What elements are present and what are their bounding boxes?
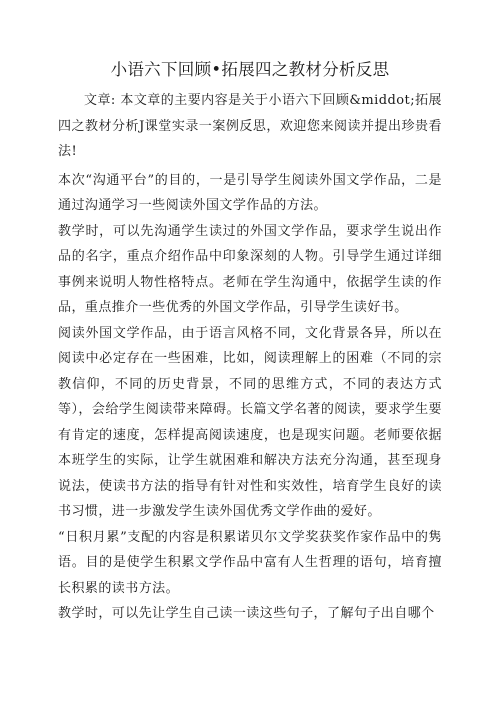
document-title: 小语六下回顾•拓展四之教材分析反思 xyxy=(110,60,390,79)
body-paragraph-3: 阅读外国文学作品，由于语言风格不同，文化背景各异，所以在阅读中必定存在一些困难，比如，阅读理解上的困难（不同的宗教信仰，不同的历史背景，不同的思维方式，不同的表达方式等），会给学生阅读带来障碍。长篇文学名著的阅读，要求学生要有肯定的速度，怎样提高阅读速度，也是现实问题。老师要依据本班学生的实际，让学生就困难和解决方法充分沟通，甚至现身说法，使读书方法的指导有针对性和实效性，培育学生良好的读书习惯，进一步激发学生读外国优秀文学作曲的爱好。 xyxy=(58,325,442,519)
body-paragraph-5: 教学时，可以先让学生自己读一读这些句子，了解句子出自哪个 xyxy=(58,606,435,621)
intro-paragraph: 文章: 本文章的主要内容是关于小语六下回顾&middot;拓展四之教材分析J课堂实录一案例反思，欢迎您来阅读并提出珍贵看法! xyxy=(58,93,442,159)
body-paragraph-1: 本次“沟通平台”的目的，一是引导学生阅读外国文学作品，二是通过沟通学习一些阅读外国文学作品的方法。 xyxy=(58,172,442,213)
body-paragraph-2: 教学时，可以先沟通学生读过的外国文学作品，要求学生说出作品的名字，重点介绍作品中印象深刻的人物。引导学生通过详细事例来说明人物性格特点。老师在学生沟通中，依据学生读的作品，重点推介一些优秀的外国文学作品，引导学生读好书。 xyxy=(58,223,442,315)
body-paragraph-4: “日积月累”支配的内容是积累诺贝尔文学奖获奖作家作品中的隽语。目的是使学生积累文学作品中富有人生哲理的语句，培育擅长积累的读书方法。 xyxy=(58,529,442,596)
